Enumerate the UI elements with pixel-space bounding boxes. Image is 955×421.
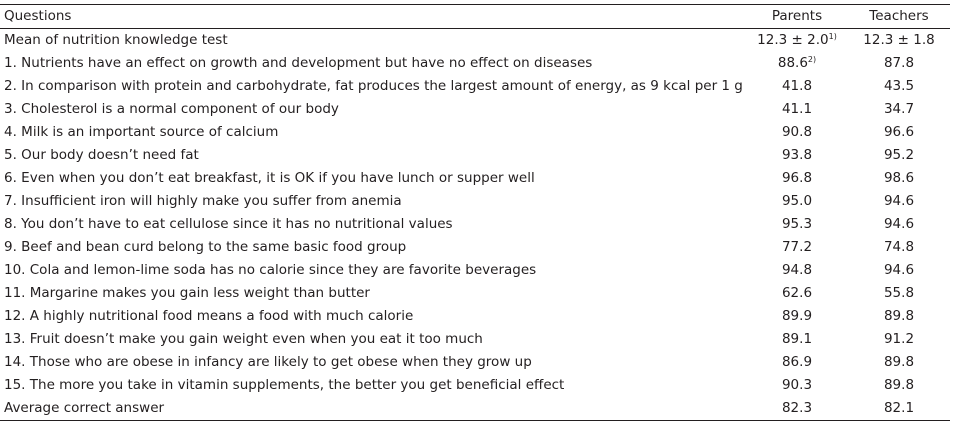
question-text: 14. Those who are obese in infancy are likely to get obese when they grow up	[4, 354, 532, 370]
question-text: 10. Cola and lemon-lime soda has no calorie since they are favorite beverages	[4, 262, 537, 278]
header-row	[0, 5, 950, 29]
parents-value	[746, 52, 848, 75]
parents-value	[746, 121, 848, 144]
table-row	[0, 259, 950, 282]
table-row	[0, 98, 950, 121]
header-teachers: Teachers	[869, 8, 929, 24]
parents-percent: 89.1	[781, 331, 813, 347]
average-parents: 82.3	[781, 400, 813, 416]
teachers-value: 87.8	[883, 55, 915, 71]
parents-percent: 41.1	[781, 101, 813, 117]
parents-value	[746, 190, 848, 213]
parents-value	[746, 259, 848, 282]
teachers-value: 74.8	[883, 239, 915, 255]
parents-percent: 93.8	[781, 147, 813, 163]
table-row	[0, 282, 950, 305]
parents-percent: 94.8	[781, 262, 813, 278]
header-parents: Parents	[771, 8, 823, 24]
footnote-marker: 1)	[828, 32, 837, 41]
question-text: 4. Milk is an important source of calcium	[4, 124, 279, 140]
table-header	[0, 5, 950, 29]
average-teachers: 82.1	[883, 400, 915, 416]
teachers-value: 98.6	[883, 170, 915, 186]
table-body	[0, 29, 950, 421]
table-row	[0, 190, 950, 213]
question-text: 3. Cholesterol is a normal component of our body	[4, 101, 339, 117]
table-row	[0, 213, 950, 236]
parents-value	[746, 98, 848, 121]
average-label: Average correct answer	[4, 400, 165, 416]
parents-percent: 89.9	[781, 308, 813, 324]
table-row	[0, 167, 950, 190]
parents-percent: 62.6	[781, 285, 813, 301]
parents-percent: 95.3	[781, 216, 813, 232]
parents-percent: 95.0	[781, 193, 813, 209]
teachers-value: 43.5	[883, 78, 915, 94]
teachers-value: 94.6	[883, 262, 915, 278]
parents-value	[746, 282, 848, 305]
table-row	[0, 121, 950, 144]
teachers-value: 89.8	[883, 308, 915, 324]
mean-label: Mean of nutrition knowledge test	[4, 32, 228, 48]
teachers-value: 91.2	[883, 331, 915, 347]
question-text: 1. Nutrients have an effect on growth and development but have no effect on diseases	[4, 55, 593, 71]
teachers-value: 94.6	[883, 193, 915, 209]
table-row	[0, 305, 950, 328]
teachers-value: 94.6	[883, 216, 915, 232]
mean-parents-value: 12.3 ± 2.0	[757, 32, 829, 48]
mean-row	[0, 29, 950, 53]
question-text: 11. Margarine makes you gain less weight than butter	[4, 285, 370, 301]
parents-value	[746, 305, 848, 328]
teachers-value: 55.8	[883, 285, 915, 301]
parents-percent: 96.8	[781, 170, 813, 186]
teachers-value: 95.2	[883, 147, 915, 163]
table-row	[0, 374, 950, 397]
parents-value	[746, 167, 848, 190]
table-row	[0, 328, 950, 351]
parents-value	[746, 236, 848, 259]
parents-value	[746, 328, 848, 351]
parents-value	[746, 144, 848, 167]
question-text: 6. Even when you don’t eat breakfast, it is OK if you have lunch or supper well	[4, 170, 535, 186]
parents-percent: 88.6	[777, 55, 808, 71]
parents-percent: 90.3	[781, 377, 813, 393]
question-text: 15. The more you take in vitamin supplements, the better you get beneficial effect	[4, 377, 565, 393]
teachers-value: 96.6	[883, 124, 915, 140]
question-text: 9. Beef and bean curd belong to the same basic food group	[4, 239, 407, 255]
parents-value	[746, 213, 848, 236]
table-row	[0, 52, 950, 75]
question-text: 13. Fruit doesn’t make you gain weight even when you eat it too much	[4, 331, 483, 347]
mean-teachers: 12.3 ± 1.8	[863, 32, 935, 48]
nutrition-knowledge-table	[0, 4, 950, 421]
table-row	[0, 75, 950, 98]
parents-percent: 77.2	[781, 239, 813, 255]
teachers-value: 34.7	[883, 101, 915, 117]
parents-value	[746, 374, 848, 397]
parents-percent: 90.8	[781, 124, 813, 140]
question-text: 2. In comparison with protein and carbohydrate, fat produces the largest amount of energy, as 9 kcal per 1 g	[4, 78, 743, 94]
header-questions: Questions	[4, 8, 72, 24]
footnote-marker: 2)	[807, 55, 817, 64]
teachers-value: 89.8	[883, 377, 915, 393]
parents-value	[746, 351, 848, 374]
parents-value	[746, 75, 848, 98]
table-row	[0, 351, 950, 374]
mean-parents	[746, 29, 848, 53]
parents-percent: 41.8	[781, 78, 813, 94]
question-text: 7. Insufficient iron will highly make you suffer from anemia	[4, 193, 402, 209]
question-text: 8. You don’t have to eat cellulose since it has no nutritional values	[4, 216, 453, 232]
table-row	[0, 236, 950, 259]
teachers-value: 89.8	[883, 354, 915, 370]
table-row	[0, 144, 950, 167]
question-text: 5. Our body doesn’t need fat	[4, 147, 199, 163]
question-text: 12. A highly nutritional food means a food with much calorie	[4, 308, 414, 324]
parents-percent: 86.9	[781, 354, 813, 370]
average-row	[0, 397, 950, 421]
